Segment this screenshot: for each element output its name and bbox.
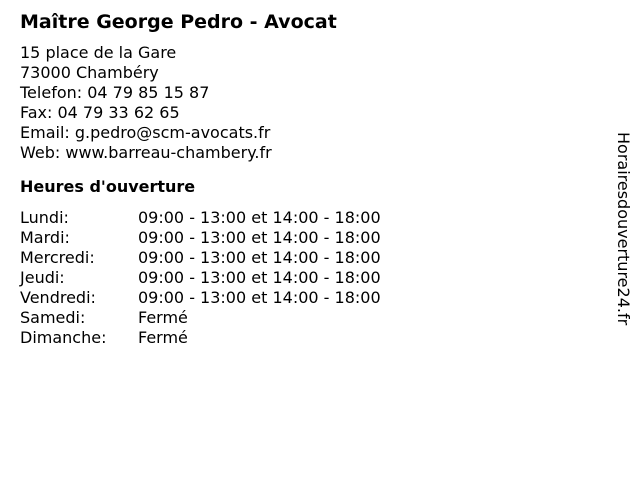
hours-value: 09:00 - 13:00 et 14:00 - 18:00 <box>138 288 381 307</box>
hours-value: Fermé <box>138 308 188 327</box>
hours-value: 09:00 - 13:00 et 14:00 - 18:00 <box>138 268 381 287</box>
hours-row <box>20 268 381 288</box>
day-label: Jeudi: <box>20 268 65 287</box>
address-city: 73000 Chambéry <box>20 63 159 82</box>
hours-value: 09:00 - 13:00 et 14:00 - 18:00 <box>138 248 381 267</box>
hours-value: Fermé <box>138 328 188 347</box>
day-label: Vendredi: <box>20 288 96 307</box>
hours-row <box>20 208 381 228</box>
hours-row <box>20 228 381 248</box>
hours-row <box>20 248 381 268</box>
hours-heading: Heures d'ouverture <box>20 177 196 196</box>
phone-line: Telefon: 04 79 85 15 87 <box>20 83 210 102</box>
contact-block <box>20 43 590 163</box>
hours-row <box>20 308 381 328</box>
hours-table <box>20 208 381 348</box>
day-label: Mercredi: <box>20 248 95 267</box>
watermark-text: Horairesdouverture24.fr <box>614 132 633 326</box>
hours-value: 09:00 - 13:00 et 14:00 - 18:00 <box>138 228 381 247</box>
day-label: Samedi: <box>20 308 86 327</box>
address-street: 15 place de la Gare <box>20 43 177 62</box>
hours-row <box>20 288 381 308</box>
day-label: Dimanche: <box>20 328 107 347</box>
business-card <box>20 10 590 348</box>
hours-row <box>20 328 381 348</box>
fax-line: Fax: 04 79 33 62 65 <box>20 103 180 122</box>
hours-value: 09:00 - 13:00 et 14:00 - 18:00 <box>138 208 381 227</box>
web-line: Web: www.barreau-chambery.fr <box>20 143 272 162</box>
site-watermark <box>612 132 636 372</box>
day-label: Mardi: <box>20 228 70 247</box>
email-line: Email: g.pedro@scm-avocats.fr <box>20 123 271 142</box>
business-title: Maître George Pedro - Avocat <box>20 11 337 33</box>
day-label: Lundi: <box>20 208 69 227</box>
